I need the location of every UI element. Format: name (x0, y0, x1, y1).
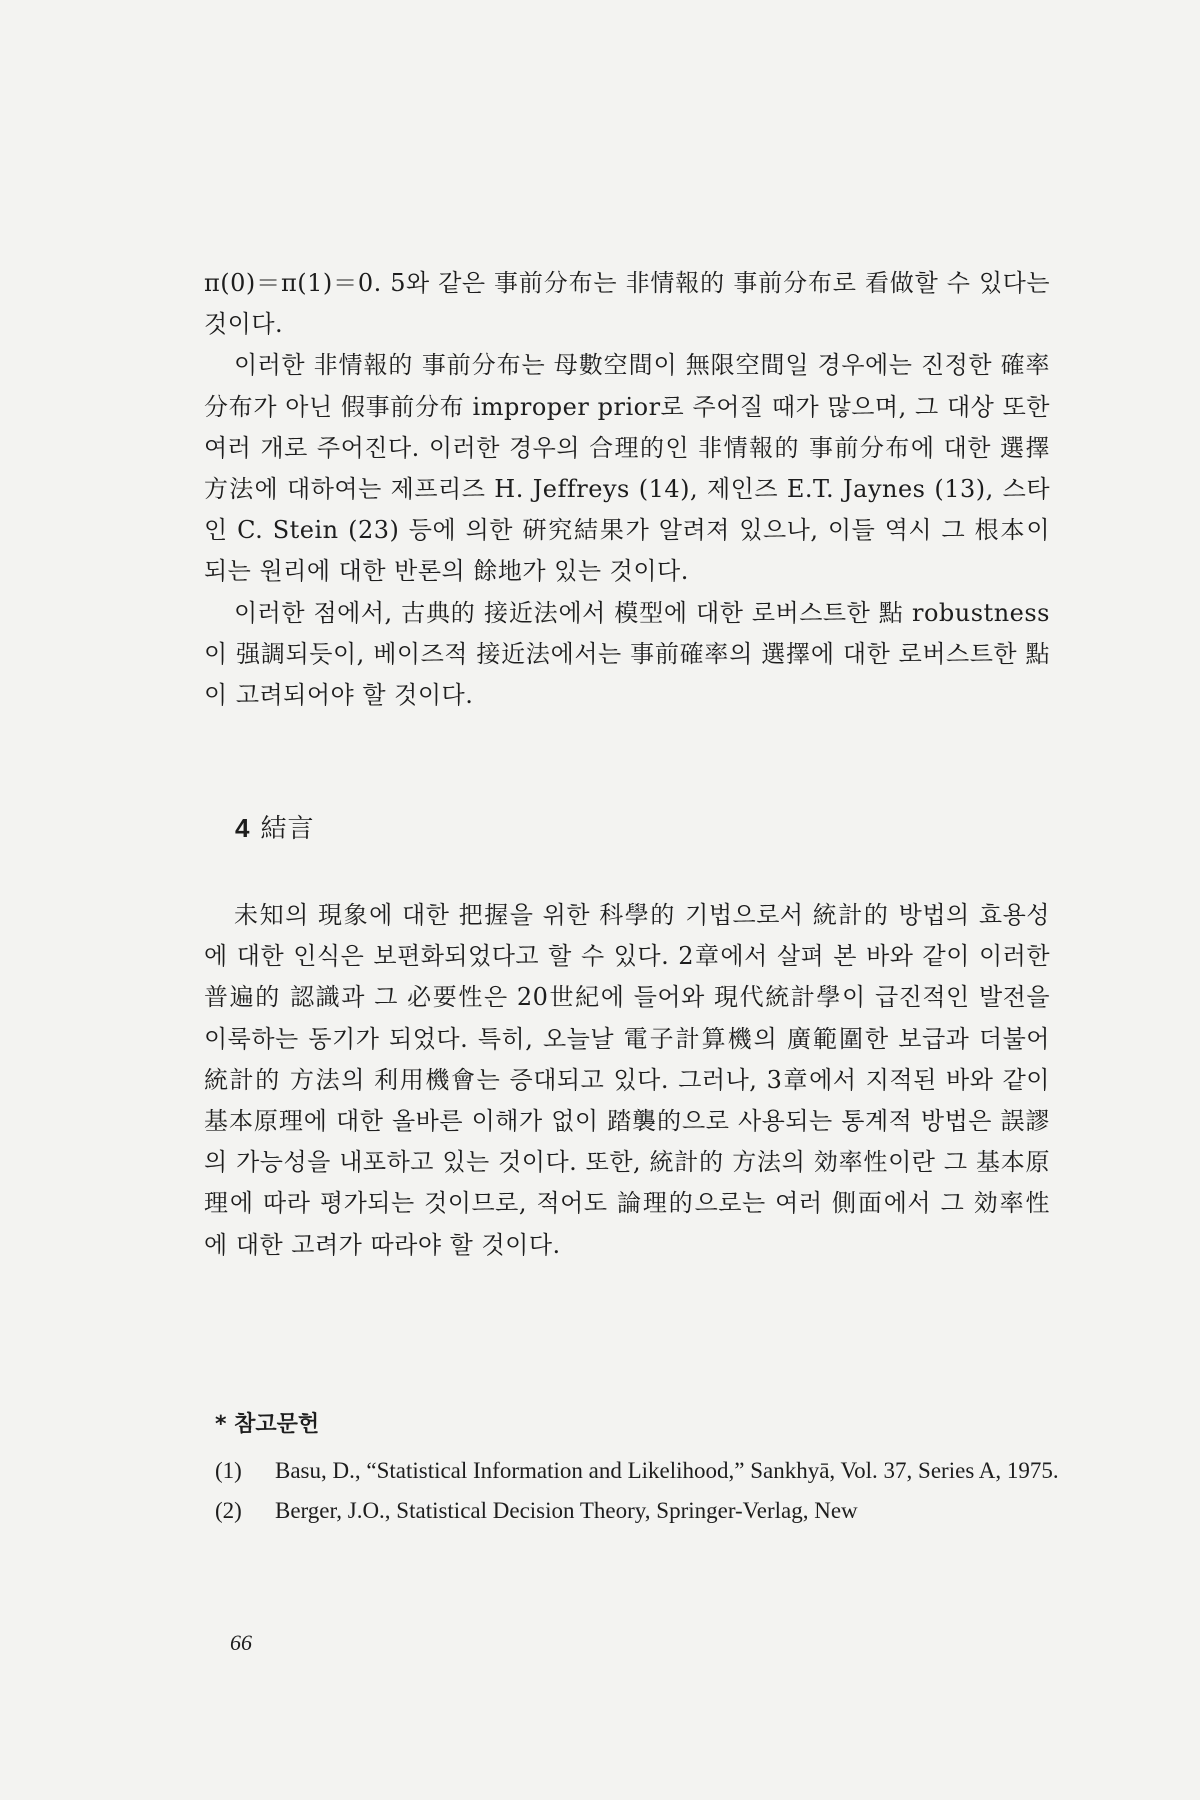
page-number: 66 (230, 1630, 252, 1655)
reference-text: Berger, J.O., Statistical Decision Theory, Springer-Verlag, New (275, 1498, 858, 1523)
paragraph: 이러한 점에서, 古典的 接近法에서 模型에 대한 로버스트한 點 robustness이 强調되듯이, 베이즈적 接近法에서는 事前確率의 選擇에 대한 로버스트한 點이 고려되어야 할 것이다. (204, 598, 1050, 710)
reference-number: (2) (215, 1498, 242, 1523)
section-title: 結言 (260, 814, 315, 844)
reference-item (215, 1491, 1060, 1531)
references (215, 1405, 1060, 1531)
references-title: * 참고문헌 (215, 1412, 320, 1437)
body-text-conclusion (204, 895, 1050, 1266)
reference-text: Basu, D., “Statistical Information and Likelihood,” Sankhyā, Vol. 37, Series A, 1975. (275, 1458, 1059, 1483)
reference-item (215, 1451, 1060, 1491)
section-heading (235, 808, 314, 845)
paragraph: 未知의 現象에 대한 把握을 위한 科學的 기법으로서 統計的 방법의 효용성에 대한 인식은 보편화되었다고 할 수 있다. 2章에서 살펴 본 바와 같이 이러한 普遍的 認識과 그 必要性은 20世紀에 들어와 現代統計學이 급진적인 발전을 이룩하는 동기가 되었다. 특히, 오늘날 電子計算機의 廣範圍한 보급과 더불어 統計的 方法의 利用機會는 증대되고 있다. 그러나, 3章에서 지적된 바와 같이 基本原理에 대한 올바른 이해가 없이 踏襲的으로 사용되는 통계적 방법은 誤謬의 가능성을 내포하고 있는 것이다. 또한, 統計的 方法의 効率性이란 그 基本原理에 따라 평가되는 것이므로, 적어도 論理的으로는 여러 側面에서 그 効率性에 대한 고려가 따라야 할 것이다. (204, 901, 1050, 1259)
section-number: 4 (235, 813, 251, 843)
reference-number: (1) (215, 1458, 242, 1483)
paragraph: π(0)＝π(1)＝0. 5와 같은 事前分布는 非情報的 事前分布로 看做할 수 있다는 것이다. (204, 269, 1050, 339)
body-text-upper (204, 263, 1050, 716)
paragraph: 이러한 非情報的 事前分布는 母數空間이 無限空間일 경우에는 진정한 確率分布가 아닌 假事前分布 improper prior로 주어질 때가 많으며, 그 대상 또한 여러 개로 주어진다. 이러한 경우의 合理的인 非情報的 事前分布에 대한 選擇方法에 대하여는 제프리즈 H. Jeffreys (14), 제인즈 E.T. Jaynes (13), 스타인 C. Stein (23) 등에 의한 硏究結果가 알려져 있으나, 이들 역시 그 根本이 되는 원리에 대한 반론의 餘地가 있는 것이다. (204, 351, 1050, 586)
